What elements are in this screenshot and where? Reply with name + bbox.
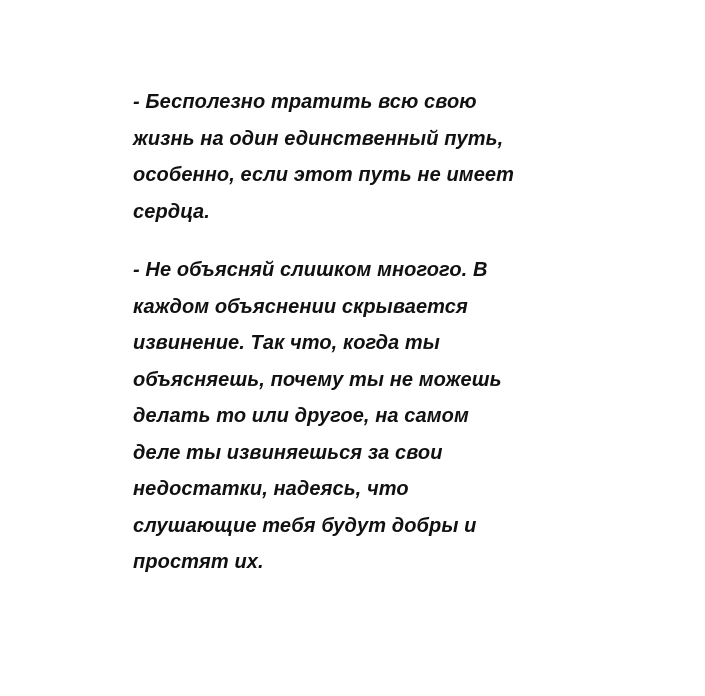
text-line: недостатки, надеясь, что xyxy=(133,478,409,500)
quote-text-block xyxy=(133,84,593,581)
text-line: каждом объяснении скрывается xyxy=(133,295,468,318)
text-line: - Бесполезно тратить всю свою xyxy=(133,91,477,113)
text-line: - Не объясняй слишком многого. В xyxy=(133,259,488,281)
quote-paragraph-2 xyxy=(133,252,593,581)
text-line: деле ты извиняешься за свои xyxy=(133,441,443,464)
text-line: делать то или другое, на самом xyxy=(133,405,469,427)
text-line: особенно, если этот путь не имеет xyxy=(133,164,515,186)
text-line: объясняешь, почему ты не можешь xyxy=(133,368,502,391)
text-line: сердца. xyxy=(133,200,210,223)
text-line: простят их. xyxy=(133,551,264,573)
text-line: жизнь на один единственный путь, xyxy=(133,127,504,150)
quote-paragraph-1 xyxy=(133,84,593,230)
text-line: слушающие тебя будут добры и xyxy=(133,514,477,537)
text-line: извинение. Так что, когда ты xyxy=(133,332,440,354)
